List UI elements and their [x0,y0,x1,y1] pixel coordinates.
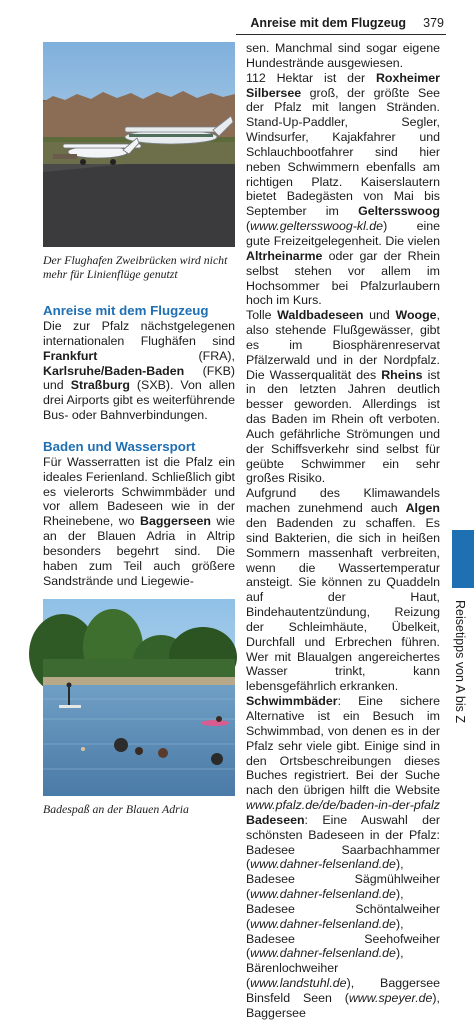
paragraph-algen: Aufgrund des Klimawandels machen zunehmend auch Algen den Badenden zu schaffen. Es sind Bakterien, die sich in heißen Sommern massenhaft verbreiten, wenn die Wassertemperatur ansteigt. Sie können zu Quaddeln auf der Haut, Bindehautentzündung, Reizung der Schleimhäute, Übelkeit, Durchfall und Erbrechen führen. Wer mit Blaualgen angereichertes Wasser trinkt, kann lebensgefährlich erkranken. [246,486,440,694]
paragraph-silbersee: 112 Hektar ist der Roxheimer Silbersee groß, der größte See der Pfalz mit langen Stränden. Stand-Up-Paddler, Segler, Windsurfer, Kajakfahrer und Schlauchbootfahrer sind hier neben Schwimmern ebenfalls am richtigen Platz. Kaiserslautern bietet Badegästen von Mai bis September im Geltersswoog (www.geltersswoog-kl.de) eine gute Freizeitgelegenheit. Die vielen Altrheinarme oder gar der Rhein selbst stehen vor allem im Hochsommer bei Pfalzurlaubern hoch im Kurs. [246,70,440,308]
right-column [246,41,440,1021]
header-rule [236,34,446,35]
page-header [0,0,474,30]
lake-photo-caption: Badespaß an der Blauen Adria [43,801,189,816]
left-column [43,42,235,816]
airport-photo [43,42,235,247]
running-header-title: Anreise mit dem Flugzeug [250,16,406,30]
chapter-tab-marker [452,530,474,588]
chapter-tab-label [449,600,471,723]
paragraph-schwimmbaeder: Schwimmbäder: Eine sichere Alternative ist ein Besuch im Schwimmbad, von denen es in der Pfalz sehr viele gibt. Einige sind in den Ortsbeschreibungen dieses Buches registriert. Bei der Suche nach den übrigen hilft die Website www.pfalz.de/de/baden-in-der-pfalz [246,694,441,813]
paragraph-waldbadeseen: Tolle Waldbadeseen und Wooge, also stehende Flußgewässer, gibt es im Biosphärenreservat Pfälzerwald und in der Nordpfalz. Die Wasserqualität des Rheins ist in den letzten Jahren deutlich besser geworden. Allerdings ist das Baden im Rhein oft verboten. Auch gefährliche Strömungen und der Schiffsverkehr sind selbst für geübte Schwimmer ein sehr großes Risiko. [246,308,440,486]
airport-photo-caption: Der Flughafen Zweibrücken wird nicht mehr für Linienflüge genutzt [43,253,228,281]
paragraph-baden: Für Wasserratten ist die Pfalz ein ideales Ferienland. Schließlich gibt es vielerorts Schwimmbäder und vor allem Badeseen wie in der Rheinebene, wo Baggerseen wie an der Blauen Adria in Altrip besonders begehrt sind. Die haben zum Teil auch größere Sandstrände und Liegewie- [43,454,235,588]
paragraph-flugzeug: Die zur Pfalz nächstgelegenen internationalen Flughäfen sind Frankfurt (FRA), Karlsruhe/Baden-Baden (FKB) und Straßburg (SXB). Von allen drei Airports gibt es weiterführende Bus- oder Bahnverbindungen. [43,319,235,423]
airport-photo-image [43,42,235,247]
chapter-tab-text: Reisetipps von A bis Z [453,600,467,723]
paragraph-badeseen: Badeseen: Eine Auswahl der schönsten Badeseen in der Pfalz: Badesee Saarbachhammer (www.dahner-felsenland.de), Badesee Sägmühlweiher (www.dahner-felsenland.de), Badesee Schöntalweiher (www.dahner-felsenland.de), Badesee Seehofweiher (www.dahner-felsenland.de), Bärenlochweiher (www.landstuhl.de), Baggersee Binsfeld Seen (www.speyer.de), Baggersee [246,812,440,1020]
paragraph-hundestraende: sen. Manchmal sind sogar eigene Hundestrände ausgewiesen. [246,41,440,70]
page-number: 379 [423,16,444,30]
section-heading-baden: Baden und Wassersport [43,438,196,454]
lake-photo [43,599,235,796]
lake-photo-image [43,599,235,796]
section-heading-flugzeug: Anreise mit dem Flugzeug [43,303,209,318]
